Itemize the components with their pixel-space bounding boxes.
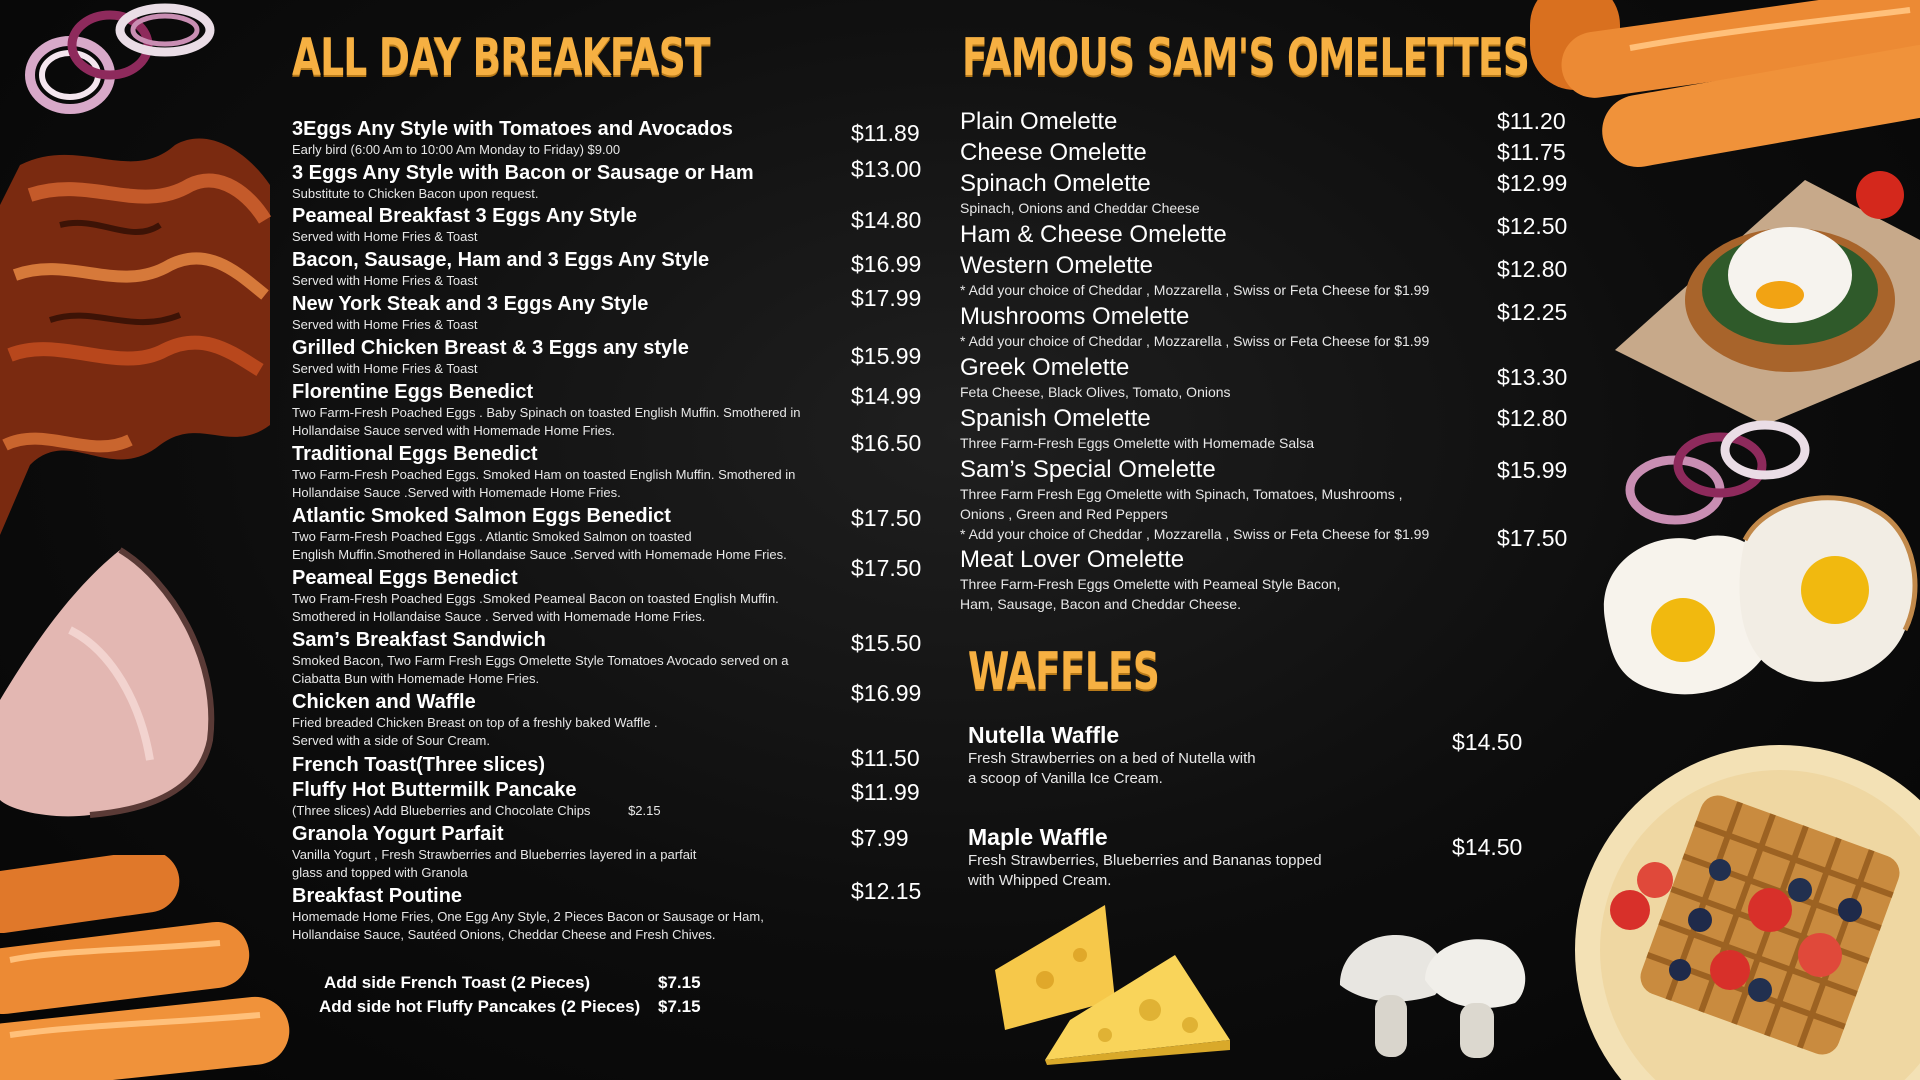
omelettes-title: FAMOUS SAM'S OMELETTES — [962, 28, 1530, 88]
menu-item — [292, 884, 764, 944]
item-price: $15.50 — [851, 630, 922, 656]
item-description: Fresh Strawberries, Blueberries and Bananas topped — [968, 852, 1322, 869]
item-price: $14.50 — [1452, 729, 1523, 755]
item-price: $13.30 — [1497, 364, 1568, 390]
waffles-title: WAFFLES — [968, 642, 1160, 702]
item-description: Hollandaise Sauce, Sautéed Onions, Cheddar Cheese and Fresh Chives. — [292, 927, 716, 942]
menu-item — [960, 139, 1147, 167]
sausages-image — [0, 855, 295, 1080]
menu-item — [292, 504, 787, 564]
menu-item — [960, 303, 1429, 351]
item-name: Bacon, Sausage, Ham and 3 Eggs Any Style — [292, 249, 710, 271]
menu-item — [292, 248, 709, 290]
menu-item — [292, 292, 648, 334]
mushrooms-image — [1335, 925, 1530, 1065]
breakfast-title: ALL DAY BREAKFAST — [292, 28, 710, 88]
item-description: Two Farm-Fresh Poached Eggs . Baby Spinach on toasted English Muffin. Smothered in — [292, 405, 801, 420]
menu-item — [292, 566, 779, 626]
side-add-on — [319, 997, 640, 1017]
item-description: Substitute to Chicken Bacon upon request. — [292, 186, 539, 201]
item-description: Served with Home Fries & Toast — [292, 317, 478, 332]
item-name: Mushrooms Omelette — [960, 303, 1190, 330]
menu-item — [960, 221, 1227, 249]
menu-item — [292, 117, 733, 159]
menu-item — [960, 456, 1429, 544]
menu-item — [960, 252, 1429, 300]
item-description — [292, 802, 661, 820]
item-name: Atlantic Smoked Salmon Eggs Benedict — [292, 505, 671, 527]
item-description: a scoop of Vanilla Ice Cream. — [968, 770, 1163, 787]
menu-item — [968, 823, 1322, 891]
item-name: 3 Eggs Any Style with Bacon or Sausage or Ham — [292, 162, 754, 184]
item-price: $14.50 — [1452, 834, 1523, 860]
menu-item — [960, 108, 1117, 136]
item-name: Florentine Eggs Benedict — [292, 381, 534, 403]
menu-item — [292, 442, 795, 502]
item-description: Fresh Strawberries on a bed of Nutella with — [968, 750, 1256, 767]
item-name: Breakfast Poutine — [292, 885, 463, 907]
menu-item — [292, 753, 545, 777]
item-price: $15.99 — [1497, 457, 1568, 483]
item-price: $16.99 — [851, 251, 922, 277]
item-description: with Whipped Cream. — [968, 872, 1112, 889]
item-description: Three Farm-Fresh Eggs Omelette with Peameal Style Bacon, — [960, 576, 1341, 592]
item-description: Feta Cheese, Black Olives, Tomato, Onions — [960, 384, 1231, 400]
item-price: $15.99 — [851, 343, 922, 369]
item-price: $11.20 — [1497, 108, 1566, 134]
item-price: $12.80 — [1497, 405, 1568, 431]
item-price: $16.50 — [851, 430, 922, 456]
item-price: $17.99 — [851, 285, 922, 311]
menu-item — [292, 822, 696, 882]
menu-item — [960, 170, 1200, 218]
item-description: glass and topped with Granola — [292, 865, 468, 880]
bacon-image — [0, 125, 275, 540]
item-price: $17.50 — [851, 505, 922, 531]
menu-item — [292, 778, 661, 820]
item-price: $11.75 — [1497, 139, 1566, 165]
ham-slice-image — [0, 540, 230, 830]
item-name: Peameal Breakfast 3 Eggs Any Style — [292, 205, 637, 227]
side-price: $7.15 — [658, 973, 701, 992]
item-name: Spanish Omelette — [960, 405, 1151, 432]
menu-item — [292, 161, 754, 203]
item-price: $17.50 — [851, 555, 922, 581]
item-description: Served with Home Fries & Toast — [292, 361, 478, 376]
item-name: Sam’s Special Omelette — [960, 456, 1216, 483]
item-description-text: (Three slices) Add Blueberries and Chocolate Chips — [292, 803, 591, 818]
item-name: Maple Waffle — [968, 824, 1108, 850]
item-description: English Muffin.Smothered in Hollandaise Sauce .Served with Homemade Home Fries. — [292, 547, 787, 562]
item-name: Western Omelette — [960, 252, 1153, 279]
side-add-on — [324, 973, 590, 993]
item-price: $16.99 — [851, 680, 922, 706]
item-name: Traditional Eggs Benedict — [292, 443, 538, 465]
item-description: Ciabatta Bun with Homemade Home Fries. — [292, 671, 540, 686]
item-description: * Add your choice of Cheddar , Mozzarella , Swiss or Feta Cheese for $1.99 — [960, 333, 1430, 349]
item-price: $12.80 — [1497, 256, 1568, 282]
item-description: Vanilla Yogurt , Fresh Strawberries and Blueberries layered in a parfait — [292, 847, 697, 862]
item-description: Three Farm Fresh Egg Omelette with Spinach, Tomatoes, Mushrooms , — [960, 486, 1403, 502]
item-description: Two Farm-Fresh Poached Eggs . Atlantic Smoked Salmon on toasted — [292, 529, 692, 544]
item-name: Meat Lover Omelette — [960, 546, 1185, 573]
item-price: $13.00 — [851, 156, 922, 182]
item-description: Served with a side of Sour Cream. — [292, 733, 490, 748]
item-price: $12.15 — [851, 878, 922, 904]
poached-egg-toast-image — [1595, 160, 1920, 430]
item-price: $11.89 — [851, 120, 920, 146]
item-description: Three Farm-Fresh Eggs Omelette with Homemade Salsa — [960, 435, 1315, 451]
menu-item — [292, 204, 637, 246]
menu-item — [292, 380, 800, 440]
item-description: Hollandaise Sauce served with Homemade Home Fries. — [292, 423, 615, 438]
item-description: Served with Home Fries & Toast — [292, 273, 478, 288]
item-price: $12.50 — [1497, 213, 1568, 239]
waffle-plate-image — [1570, 740, 1920, 1080]
item-name: Chicken and Waffle — [292, 691, 476, 713]
sausages-image — [1530, 0, 1920, 170]
item-description: * Add your choice of Cheddar , Mozzarella , Swiss or Feta Cheese for $1.99 — [960, 282, 1430, 298]
item-price: $11.50 — [851, 745, 920, 771]
menu-item — [968, 721, 1256, 789]
item-price: $12.99 — [1497, 170, 1568, 196]
fried-eggs-image — [1595, 480, 1920, 710]
menu-item — [960, 405, 1314, 453]
item-price: $14.99 — [851, 383, 922, 409]
item-name: Fluffy Hot Buttermilk Pancake — [292, 779, 577, 801]
item-name: French Toast(Three slices) — [292, 754, 546, 776]
item-description: Spinach, Onions and Cheddar Cheese — [960, 200, 1200, 216]
item-description: Onions , Green and Red Peppers — [960, 506, 1168, 522]
item-name: Ham & Cheese Omelette — [960, 221, 1227, 248]
item-name: Granola Yogurt Parfait — [292, 823, 504, 845]
item-name: Spinach Omelette — [960, 170, 1151, 197]
side-price: $7.15 — [658, 997, 701, 1016]
menu-item — [960, 546, 1340, 614]
cheese-image — [975, 900, 1235, 1065]
menu-item — [292, 690, 658, 750]
item-name: Peameal Eggs Benedict — [292, 567, 518, 589]
item-description: * Add your choice of Cheddar , Mozzarella , Swiss or Feta Cheese for $1.99 — [960, 526, 1430, 542]
item-price: $17.50 — [1497, 525, 1568, 551]
item-price: $11.99 — [851, 779, 920, 805]
item-name: Plain Omelette — [960, 108, 1118, 135]
side-label: Add side French Toast (2 Pieces) — [324, 973, 591, 992]
item-description: Served with Home Fries & Toast — [292, 229, 478, 244]
item-name: 3Eggs Any Style with Tomatoes and Avocados — [292, 118, 733, 140]
item-description: Hollandaise Sauce .Served with Homemade Home Fries. — [292, 485, 621, 500]
item-name: Cheese Omelette — [960, 139, 1147, 166]
menu-item — [960, 354, 1231, 402]
item-price: $12.25 — [1497, 299, 1568, 325]
item-description: Homemade Home Fries, One Egg Any Style, 2 Pieces Bacon or Sausage or Ham, — [292, 909, 764, 924]
menu-item — [292, 628, 788, 688]
side-label: Add side hot Fluffy Pancakes (2 Pieces) — [319, 997, 641, 1016]
item-description: Two Fram-Fresh Poached Eggs .Smoked Peameal Bacon on toasted English Muffin. — [292, 591, 779, 606]
item-description: Smothered in Hollandaise Sauce . Served with Homemade Home Fries. — [292, 609, 706, 624]
item-description: Two Farm-Fresh Poached Eggs. Smoked Ham on toasted English Muffin. Smothered in — [292, 467, 796, 482]
item-name: Grilled Chicken Breast & 3 Eggs any style — [292, 337, 689, 359]
item-description: Fried breaded Chicken Breast on top of a freshly baked Waffle . — [292, 715, 658, 730]
add-on-price: $2.15 — [628, 803, 661, 818]
item-description: Early bird (6:00 Am to 10:00 Am Monday to Friday) $9.00 — [292, 142, 621, 157]
item-price: $7.99 — [851, 825, 909, 851]
onion-rings-image — [15, 0, 220, 120]
menu-item — [292, 336, 689, 378]
item-name: New York Steak and 3 Eggs Any Style — [292, 293, 649, 315]
item-price: $14.80 — [851, 207, 922, 233]
item-name: Sam’s Breakfast Sandwich — [292, 629, 546, 651]
item-description: Smoked Bacon, Two Farm Fresh Eggs Omelette Style Tomatoes Avocado served on a — [292, 653, 789, 668]
item-name: Greek Omelette — [960, 354, 1130, 381]
item-name: Nutella Waffle — [968, 722, 1120, 748]
item-description: Ham, Sausage, Bacon and Cheddar Cheese. — [960, 596, 1241, 612]
